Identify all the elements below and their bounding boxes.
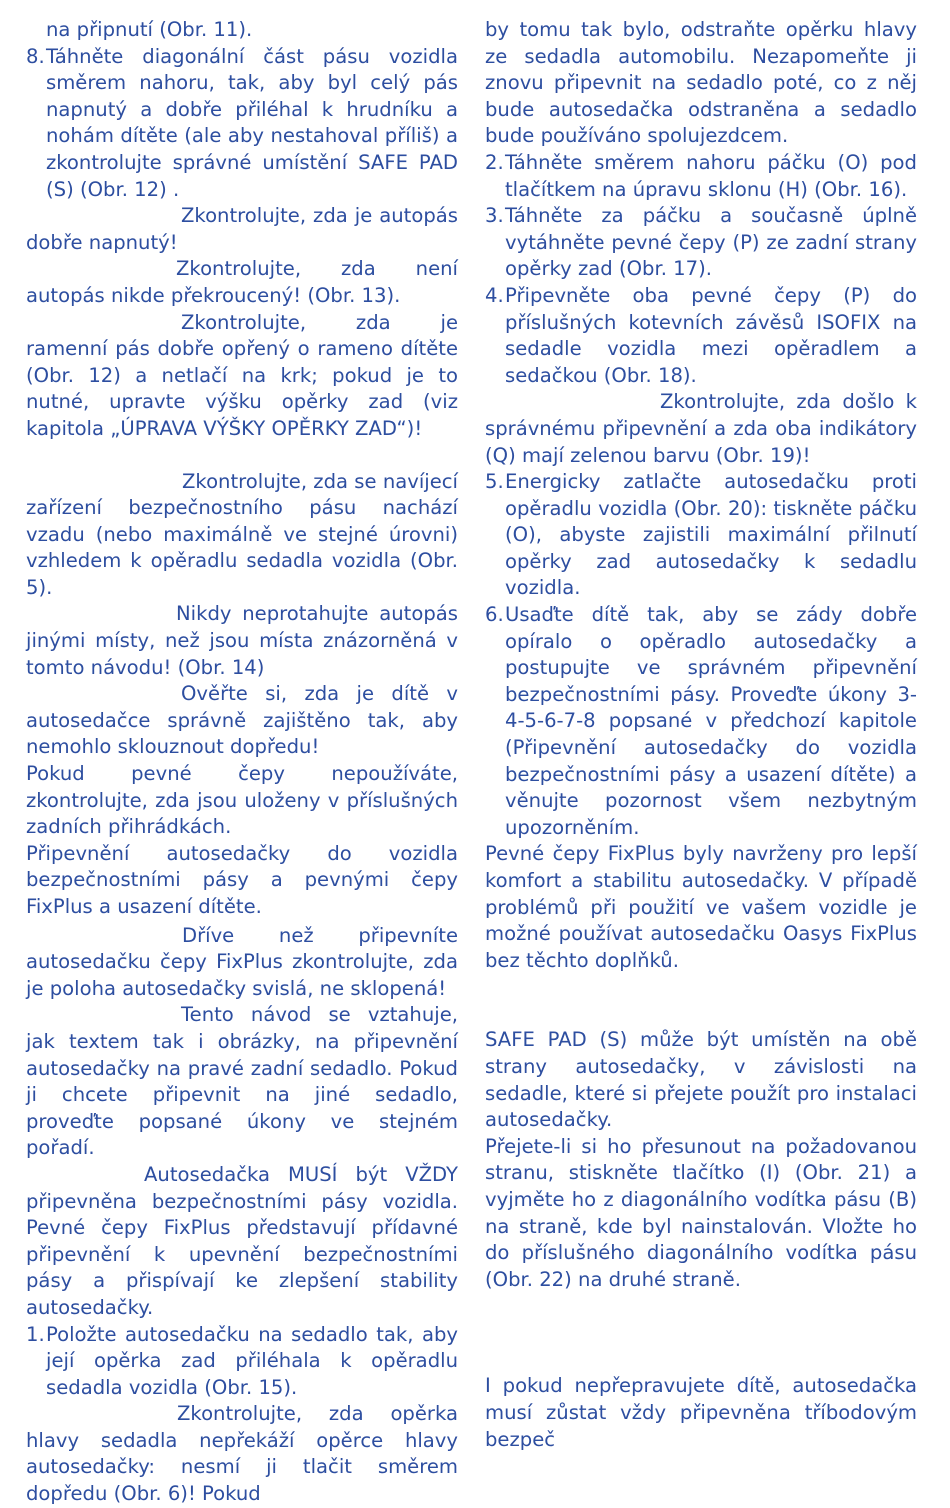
list-number: 1. <box>26 1322 45 1346</box>
list-number: 3. <box>485 204 504 228</box>
list-text: Usaďte dítě tak, aby se zády dobře opíralo o opěradlo autosedačky a postupujte ve správném připevnění bezpečnostními pásy. Proveďte úkony 3-4-5-6-7-8 popsané v předchozí kapitole (Připevnění autosedačky do vozidla bezpečnostními pásy a usazení dítěte) a věnujte pozornost všem nezbytným upozorněním. <box>505 603 917 839</box>
list-item-5 <box>485 469 917 602</box>
warning-paragraph: Dříve než připevníte autosedačku čepy FixPlus zkontrolujte, zda je poloha autosedačky svislá, ne sklopená! <box>26 923 458 1000</box>
continued-list-item: na připnutí (Obr. 11). <box>46 18 253 41</box>
warning-paragraph: Nikdy neprotahujte autopás jinými místy, než jsou místa znázorněná v tomto návodu! (Obr. 14) <box>26 602 458 679</box>
list-item-8 <box>26 44 458 204</box>
list-text: Táhněte za páčku a současně úplně vytáhněte pevné čepy (P) ze zadní strany opěrky zad (Obr. 17). <box>505 204 917 281</box>
list-text: Energicky zatlačte autosedačku proti opěradlu vozidla (Obr. 20): tiskněte páčku (O), abyste zajistili maximální přilnutí opěrky zad autosedačky k sedadlu vozidla. <box>505 470 917 600</box>
list-text: Táhněte diagonální část pásu vozidla směrem nahoru, tak, aby byl celý pás napnutý a dobře přiléhal k hrudníku a nohám dítěte (ale aby nestahoval příliš) a zkontrolujte správné umístění SAFE PAD (S) (Obr. 12) . <box>46 44 458 201</box>
warning-paragraph: Zkontrolujte, zda není autopás nikde překroucený! (Obr. 13). <box>26 257 458 307</box>
body-paragraph: SAFE PAD (S) může být umístěn na obě strany autosedačky, v závislosti na sedadle, které si přejete použít pro instalaci autosedačky. <box>485 1028 917 1132</box>
body-paragraph: Pokud pevné čepy nepoužíváte, zkontrolujte, zda jsou uloženy v příslušných zadních přihrádkách. <box>26 762 458 839</box>
warning-paragraph: Zkontrolujte, zda je ramenní pás dobře opřený o rameno dítěte (Obr. 12) a netlačí na krk; pokud je to nutné, upravte výšku opěrky zad (viz kapitola „ÚPRAVA VÝŠKY OPĚRKY ZAD“)! <box>26 310 458 440</box>
list-number: 2. <box>485 150 504 174</box>
body-paragraph: by tomu tak bylo, odstraňte opěrku hlavy ze sedadla automobilu. Nezapomeňte ji znovu připevnit na sedadlo poté, co z něj bude autosedačka odstraněna a sedadlo bude používáno spolujezdcem. <box>485 18 917 148</box>
spacer <box>485 974 917 1027</box>
list-item-4 <box>485 283 917 389</box>
list-text: Táhněte směrem nahoru páčku (O) pod tlačítkem na úpravu sklonu (H) (Obr. 16). <box>505 150 917 201</box>
list-number: 4. <box>485 283 504 307</box>
list-number: 6. <box>485 603 504 627</box>
warning-paragraph: Zkontrolujte, zda je autopás dobře napnutý! <box>26 204 458 254</box>
list-number: 8. <box>26 44 45 68</box>
body-paragraph: I pokud nepřepravujete dítě, autosedačka musí zůstat vždy připevněna tříbodovým bezpeč <box>485 1374 917 1451</box>
body-paragraph: Pevné čepy FixPlus byly navrženy pro lepší komfort a stabilitu autosedačky. V případě problémů při použití ve vašem vozidle je možné používat autosedačku Oasys FixPlus bez těchto doplňků. <box>485 842 917 972</box>
list-item-1 <box>26 1322 458 1402</box>
list-item-2 <box>485 150 917 203</box>
list-item-6 <box>485 602 917 841</box>
list-text: Připevněte oba pevné čepy (P) do příslušných kotevních závěsů ISOFIX na sedadle vozidla mezi opěradlem a sedačkou (Obr. 18). <box>505 283 917 387</box>
warning-paragraph: Tento návod se vztahuje, jak textem tak i obrázky, na připevnění autosedačky na pravé zadní sedadlo. Pokud ji chcete připevnit na jiné sedadlo, proveďte popsané úkony ve stejném pořadí. <box>26 1003 458 1160</box>
right-column <box>485 17 917 1453</box>
warning-paragraph: Ověřte si, zda je dítě v autosedačce správně zajištěno tak, aby nemohlo sklouznout dopředu! <box>26 682 458 759</box>
body-paragraph: Přejete-li si ho přesunout na požadovanou stranu, stiskněte tlačítko (I) (Obr. 21) a vyjměte ho z diagonálního vodítka pásu (B) na straně, kde byl nainstalován. Vložte ho do příslušného diagonálního vodítka pásu (Obr. 22) na druhé straně. <box>485 1134 917 1291</box>
list-number: 5. <box>485 470 504 494</box>
left-column <box>26 17 458 1508</box>
spacer <box>485 1293 917 1373</box>
warning-paragraph: Zkontrolujte, zda se navíjecí zařízení bezpečnostního pásu nachází vzadu (nebo maximálně ve stejné úrovni) vzhledem k opěradlu sedadla vozidla (Obr. 5). <box>26 469 458 599</box>
list-text: Položte autosedačku na sedadlo tak, aby její opěrka zad přiléhala k opěradlu sedadla vozidla (Obr. 15). <box>46 1322 458 1399</box>
warning-paragraph: Autosedačka MUSÍ být VŽDY připevněna bezpečnostními pásy vozidla. Pevné čepy FixPlus představují přídavné připevnění k upevnění bezpečnostními pásy a přispívají ke zlepšení stability autosedačky. <box>26 1162 458 1319</box>
section-heading: Připevnění autosedačky do vozidla bezpečnostními pásy a pevnými čepy FixPlus a usazení dítěte. <box>26 841 458 918</box>
list-item-3 <box>485 203 917 283</box>
warning-paragraph: Zkontrolujte, zda opěrka hlavy sedadla nepřekáží opěrce hlavy autosedačky: nesmí ji tlačit směrem dopředu (Obr. 6)! Pokud <box>26 1402 458 1506</box>
warning-paragraph: Zkontrolujte, zda došlo k správnému připevnění a zda oba indikátory (Q) mají zelenou barvu (Obr. 19)! <box>485 390 917 467</box>
